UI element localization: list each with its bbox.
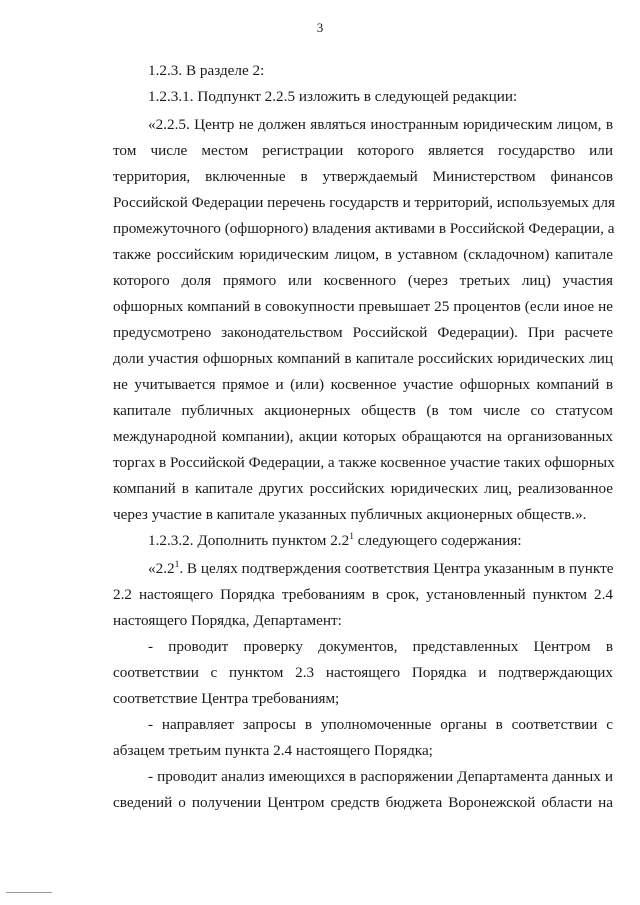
text-line: сведений о получении Центром средств бюджета Воронежской области на — [113, 794, 613, 811]
text-line: 2.2 настоящего Порядка требованиям в срок, установленный пунктом 2.4 — [113, 586, 613, 603]
text-line: торгах в Российской Федерации, а также косвенное участие таких офшорных — [113, 454, 615, 471]
text-line: Российской Федерации перечень государств и территорий, используемых для — [113, 194, 615, 211]
text-line: которого доля прямого или косвенного (через третьих лиц) участия — [113, 272, 613, 289]
text-line: настоящего Порядка, Департамент: — [113, 612, 342, 629]
footer-divider — [6, 892, 52, 893]
text-line: соответствие Центра требованиям; — [113, 690, 340, 707]
text-line: промежуточного (офшорного) владения активами в Российской Федерации, а — [113, 220, 615, 237]
text-line: капитале публичных акционерных обществ (в том числе со статусом — [113, 402, 613, 419]
page-number: 3 — [316, 20, 324, 35]
text-line: территория, включенные в утверждаемый Министерством финансов — [113, 168, 613, 185]
text-line: не учитывается прямое и (или) косвенное участие офшорных компаний в — [113, 376, 613, 393]
section-heading-1-2-3-1: 1.2.3.1. Подпункт 2.2.5 изложить в следующей редакции: — [148, 88, 518, 105]
section-heading-1-2-3-2: 1.2.3.2. Дополнить пунктом $2.2^1$ следующего содержания: — [148, 532, 522, 549]
text-line: предусмотрено законодательством Российской Федерации). При расчете — [113, 324, 613, 341]
text-line: - проводит проверку документов, представленных Центром в — [148, 638, 613, 655]
text-line: компаний в капитале других российских юридических лиц, реализованное — [113, 480, 613, 497]
text-line: «2.2.5. Центр не должен являться иностранным юридическим лицом, в — [148, 116, 613, 133]
text-line: международной компании), акции которых обращаются на организованных — [113, 428, 613, 445]
text-line: также российским юридическим лицом, в уставном (складочном) капитале — [113, 246, 613, 263]
text-line: том числе местом регистрации которого является государство или — [113, 142, 613, 159]
text-line: «$2.2^1$. В целях подтверждения соответствия Центра указанным в пункте — [148, 560, 614, 577]
section-heading-1-2-3: 1.2.3. В разделе 2: — [148, 62, 265, 79]
text-line: абзацем третьим пункта 2.4 настоящего Порядка; — [113, 742, 433, 759]
text-line: офшорных компаний в совокупности превышает 25 процентов (если иное не — [113, 298, 613, 315]
text-line: - направляет запросы в уполномоченные органы в соответствии с — [148, 716, 613, 733]
text-line: через участие в капитале указанных публичных акционерных обществ.». — [113, 506, 587, 523]
text-line: соответствии с пунктом 2.3 настоящего Порядка и подтверждающих — [113, 664, 613, 681]
text-line: доли участия офшорных компаний в капитале российских юридических лиц — [113, 350, 613, 367]
text-line: - проводит анализ имеющихся в распоряжении Департамента данных и — [148, 768, 613, 785]
